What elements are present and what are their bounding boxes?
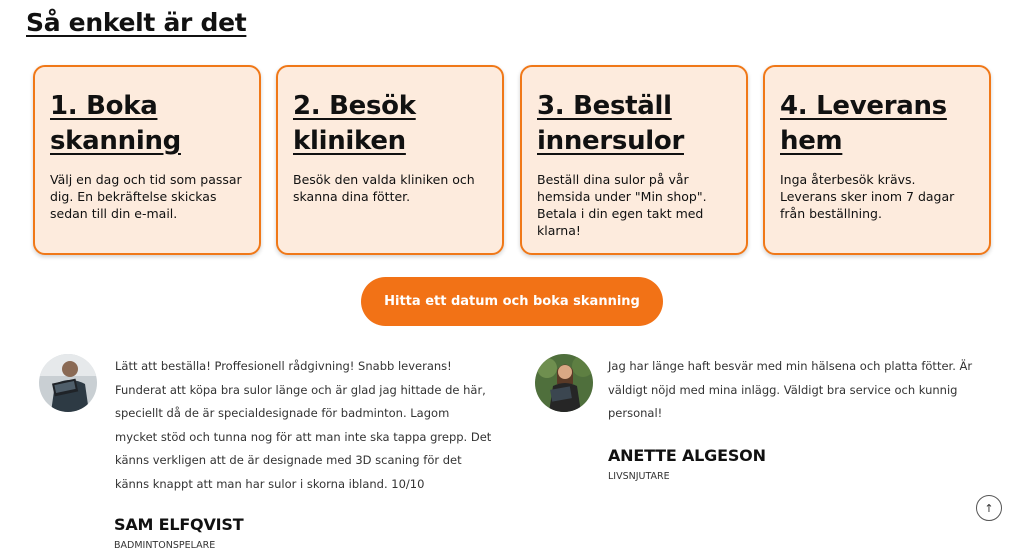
step-text: Besök den valda kliniken och skanna dina fötter. bbox=[293, 172, 475, 204]
review-quote: Lätt att beställa! Proffesionell rådgivning! Snabb leverans! Funderat att köpa bra sulor länge och är glad jag hittade de här, speciellt då de är specialdesignade för badminton. Lagom mycket stöd och tunna nog för att man inte ska tappa grepp. Det känns verkligen att de är designade med 3D scaning för det känns knappt att man har sulor i skorna ibland. 10/10 bbox=[115, 359, 492, 491]
step-text: Beställ dina sulor på vår hemsida under "Min shop". Betala i din egen takt med klarna! bbox=[537, 172, 707, 238]
reviewer-name: SAM ELFQVIST bbox=[114, 515, 244, 534]
reviewer-role: LIVSNJUTARE bbox=[608, 471, 670, 482]
section-heading: Så enkelt är det bbox=[26, 8, 247, 37]
step-title: 2. Besök kliniken bbox=[293, 91, 416, 156]
step-card-bestall bbox=[520, 65, 748, 255]
step-text: Inga återbesök krävs. Leverans sker inom 7 dagar från beställning. bbox=[780, 172, 955, 221]
step-card-besok bbox=[276, 65, 504, 255]
steps-row bbox=[33, 65, 991, 255]
review-quote: Jag har länge haft besvär med min hälsena och platta fötter. Är väldigt nöjd med mina inlägg. Väldigt bra service och kunnig personal! bbox=[608, 359, 973, 420]
scroll-to-top-button[interactable] bbox=[976, 495, 1002, 521]
book-scanning-button[interactable]: Hitta ett datum och boka skanning bbox=[361, 277, 663, 326]
step-card-leverans bbox=[763, 65, 991, 255]
step-card-boka bbox=[33, 65, 261, 255]
step-title: 3. Beställ innersulor bbox=[537, 91, 684, 156]
avatar bbox=[535, 354, 593, 412]
reviewer-name: ANETTE ALGESON bbox=[608, 446, 766, 465]
step-title: 1. Boka skanning bbox=[50, 91, 181, 156]
step-title: 4. Leverans hem bbox=[780, 91, 947, 156]
arrow-up-icon: ↑ bbox=[984, 501, 994, 515]
step-text: Välj en dag och tid som passar dig. En bekräftelse skickas sedan till din e-mail. bbox=[50, 172, 242, 221]
avatar bbox=[39, 354, 97, 412]
reviewer-role: BADMINTONSPELARE bbox=[114, 540, 216, 551]
